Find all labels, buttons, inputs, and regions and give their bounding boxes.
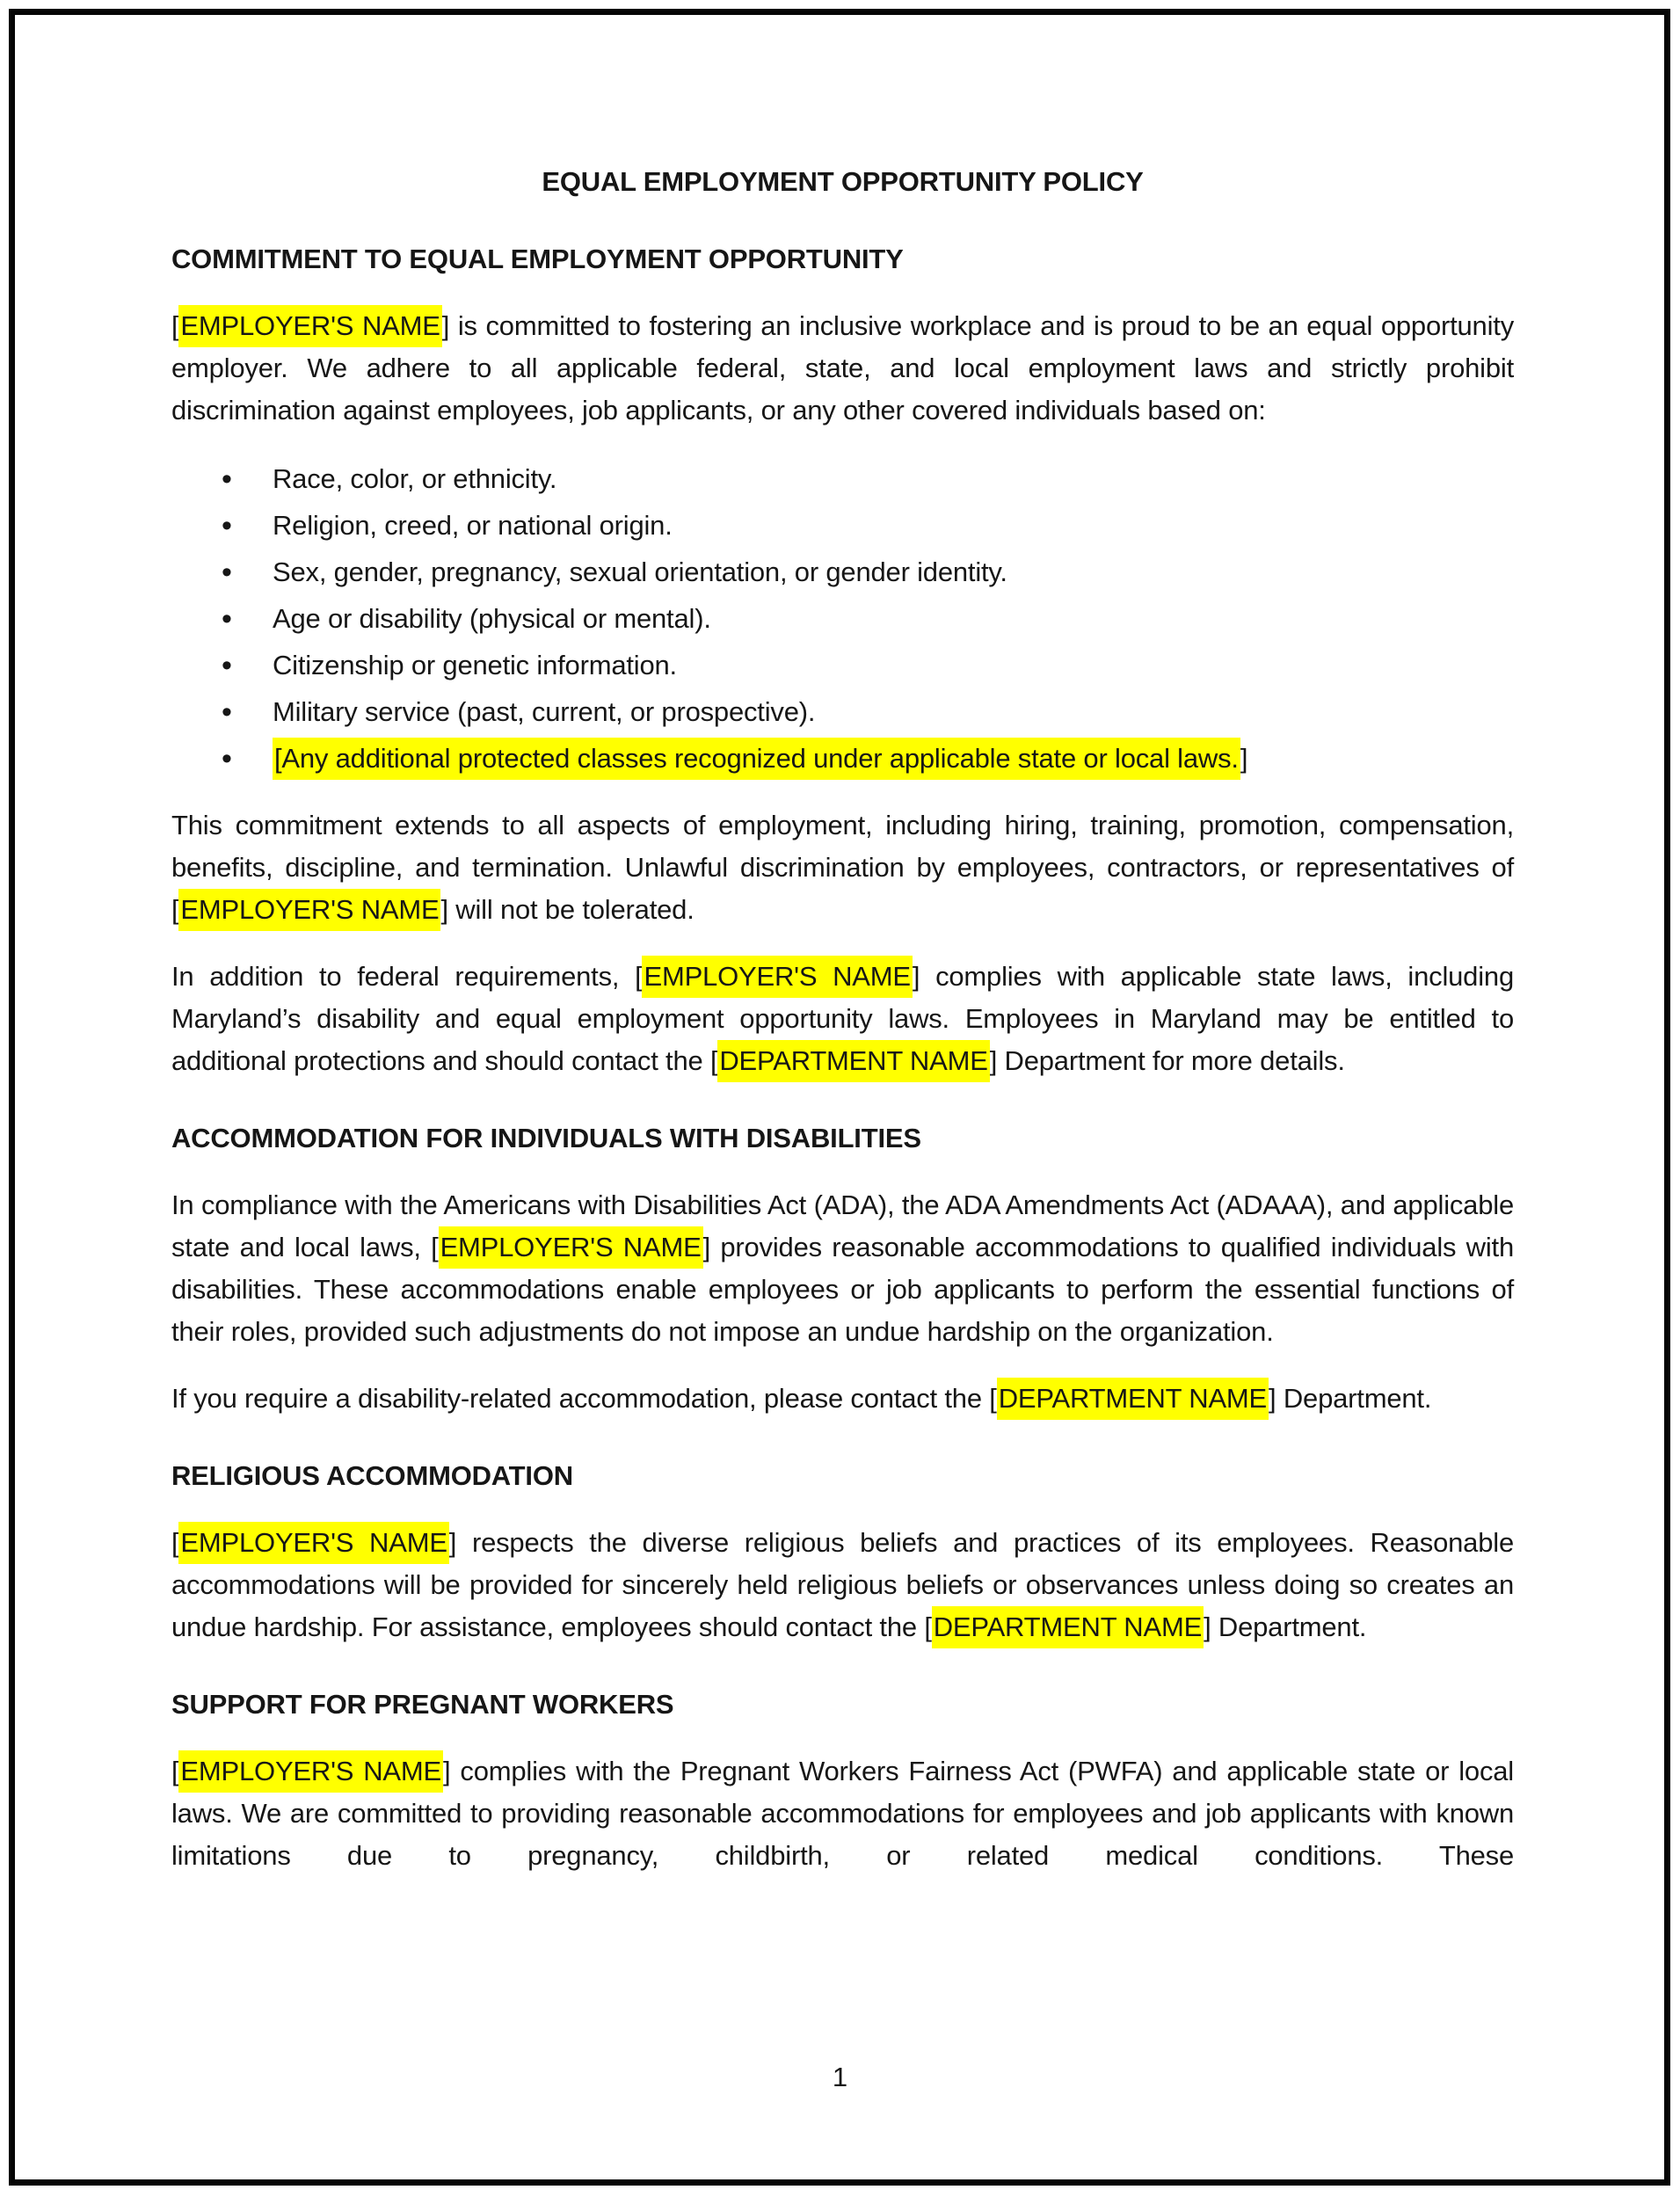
bullet-icon: • xyxy=(222,556,232,589)
paragraph-religious-body xyxy=(171,1522,1514,1648)
text-segment: ] Department. xyxy=(1204,1611,1367,1642)
bullet-icon: • xyxy=(222,462,232,496)
list-item xyxy=(171,691,1514,733)
text-segment: ] provides reasonable accommodations to qualified individuals with disabilities. These accommodations enable employees or job applicants to perform the essential functions of their roles, provided such adjustments do not impose an undue hardship on the organization. xyxy=(171,1232,1514,1347)
text-segment: ] Department for more details. xyxy=(989,1045,1345,1076)
section-heading-pregnant: SUPPORT FOR PREGNANT WORKERS xyxy=(171,1689,674,1720)
highlight-additional-classes: [Any additional protected classes recognized under applicable state or local laws. xyxy=(273,738,1240,780)
section-heading-commitment: COMMITMENT TO EQUAL EMPLOYMENT OPPORTUNITY xyxy=(171,244,904,274)
text-segment: ] is committed to fostering an inclusive workplace and is proud to be an equal opportunity employer. We adhere to all applicable federal, state, and local employment laws and strictly prohibit discrimination against employees, job applicants, or any other covered individuals based on: xyxy=(171,310,1514,426)
page-number: 1 xyxy=(832,2062,848,2092)
text-segment: If you require a disability-related accommodation, please contact the [ xyxy=(171,1383,997,1414)
highlight-department-name: DEPARTMENT NAME xyxy=(932,1606,1204,1648)
highlight-department-name: DEPARTMENT NAME xyxy=(717,1040,989,1082)
list-item-text: Citizenship or genetic information. xyxy=(273,650,677,680)
paragraph-state-law xyxy=(171,956,1514,1082)
bullet-icon: • xyxy=(222,742,232,775)
list-item xyxy=(171,458,1514,500)
list-item xyxy=(171,598,1514,640)
text-segment: ] respects the diverse religious beliefs and practices of its employees. Reasonable accommodations will be provided for sincerely held religious beliefs or observances unless doing so creates an undue hardship. For assistance, employees should contact the [ xyxy=(171,1527,1514,1642)
list-item xyxy=(171,738,1514,780)
highlight-employer-name: EMPLOYER'S NAME xyxy=(178,1750,443,1793)
text-segment: In compliance with the Americans with Disabilities Act (ADA), the ADA Amendments Act (ADAAA), and applicable state and local laws, [ xyxy=(171,1189,1514,1262)
paragraph-commitment-scope xyxy=(171,804,1514,931)
section-heading-religious: RELIGIOUS ACCOMMODATION xyxy=(171,1460,573,1491)
text-segment: ] xyxy=(1240,743,1248,774)
section-heading-ada: ACCOMMODATION FOR INDIVIDUALS WITH DISABILITIES xyxy=(171,1123,921,1153)
highlight-employer-name: EMPLOYER'S NAME xyxy=(642,956,912,998)
text-segment: ] complies with the Pregnant Workers Fairness Act (PWFA) and applicable state or local laws. We are committed to providing reasonable accommodations for employees and job applicants with known limitations due to pregnancy, childbirth, or related medical conditions. These xyxy=(171,1756,1514,1871)
paragraph-ada-contact xyxy=(171,1378,1514,1420)
paragraph-commitment-intro xyxy=(171,305,1514,432)
highlight-employer-name: EMPLOYER'S NAME xyxy=(178,305,441,347)
list-item xyxy=(171,644,1514,687)
text-segment: [ xyxy=(171,310,179,341)
list-item-text: Military service (past, current, or prospective). xyxy=(273,696,816,727)
paragraph-ada-body xyxy=(171,1184,1514,1353)
text-segment: In addition to federal requirements, [ xyxy=(171,961,643,992)
text-segment: ] will not be tolerated. xyxy=(440,894,695,925)
highlight-employer-name: EMPLOYER'S NAME xyxy=(178,1522,448,1564)
list-item-text: Race, color, or ethnicity. xyxy=(273,463,557,494)
paragraph-pregnant-body xyxy=(171,1750,1514,1877)
bullet-icon: • xyxy=(222,509,232,542)
list-item-text: Age or disability (physical or mental). xyxy=(273,603,711,634)
list-item xyxy=(171,505,1514,547)
highlight-employer-name: EMPLOYER'S NAME xyxy=(439,1226,703,1269)
bullet-icon: • xyxy=(222,602,232,636)
bullet-icon: • xyxy=(222,695,232,729)
document-content xyxy=(171,0,1514,1902)
text-segment: ] complies with applicable state laws, including Maryland’s disability and equal employment opportunity laws. Employees in Maryland may be entitled to additional protections and should contact the [ xyxy=(171,961,1514,1076)
list-item-text: Religion, creed, or national origin. xyxy=(273,510,673,541)
highlight-department-name: DEPARTMENT NAME xyxy=(997,1378,1269,1420)
text-segment: [ xyxy=(171,1527,179,1558)
list-item-text: Sex, gender, pregnancy, sexual orientation, or gender identity. xyxy=(273,557,1007,587)
text-segment: [ xyxy=(171,1756,179,1786)
bullet-icon: • xyxy=(222,649,232,682)
document-title: EQUAL EMPLOYMENT OPPORTUNITY POLICY xyxy=(542,166,1144,197)
list-item xyxy=(171,551,1514,593)
text-segment: ] Department. xyxy=(1269,1383,1432,1414)
protected-classes-list xyxy=(171,458,1514,780)
highlight-employer-name: EMPLOYER'S NAME xyxy=(178,889,440,931)
text-segment: This commitment extends to all aspects of employment, including hiring, training, promotion, compensation, benefits, discipline, and termination. Unlawful discrimination by employees, contractors, or representatives of [ xyxy=(171,810,1514,925)
